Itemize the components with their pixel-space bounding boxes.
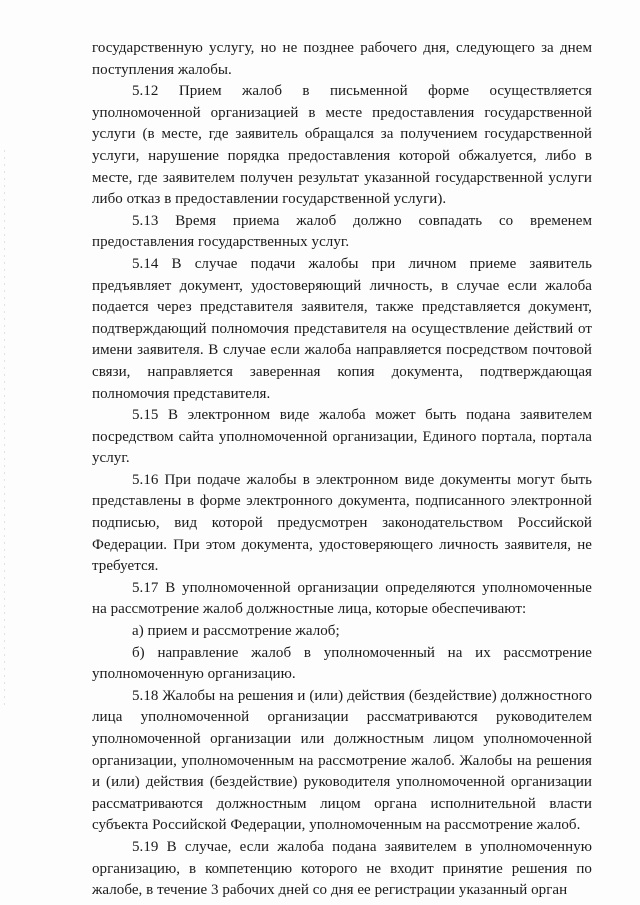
paragraph-5-17: 5.17 В уполномоченной организации определяются уполномоченные на рассмотрение жалоб должностные лица, которые обеспечивают: — [92, 579, 592, 618]
scan-margin-artifact — [4, 150, 5, 710]
paragraph-5-18: 5.18 Жалобы на решения и (или) действия (бездействие) должностного лица уполномоченной организации рассматриваются руководителем уполномоченной организации или должностным лицом уполномоченной организации, уполномоченным на рассмотрение жалоб. Жалобы на решения и (или) действия (бездействие) руководителя уполномоченной организации рассматриваются должностным лицом органа исполнительной власти субъекта Российской Федерации, уполномоченным на рассмотрение жалоб. — [92, 687, 592, 834]
paragraph-5-16: 5.16 При подаче жалобы в электронном виде документы могут быть представлены в форме электронного документа, подписанного электронной подписью, вид которой предусмотрен законодательством Российской Федерации. При этом документа, удостоверяющего личность заявителя, не требуется. — [92, 471, 592, 575]
paragraph-continuation: государственную услугу, но не позднее рабочего дня, следующего за днем поступления жалобы. — [92, 40, 592, 78]
paragraph-5-19: 5.19 В случае, если жалоба подана заявителем в уполномоченную организацию, в компетенцию которого не входит принятие решения по жалобе, в течение 3 рабочих дней со дня ее регистрации указанный орган — [92, 838, 592, 899]
paragraph-5-15: 5.15 В электронном виде жалоба может быть подана заявителем посредством сайта уполномоченной организации, Единого портала, портала услуг. — [92, 407, 592, 467]
document-body — [92, 38, 592, 902]
paragraph-5-13: 5.13 Время приема жалоб должно совпадать со временем предоставления государственных услуг. — [92, 212, 592, 251]
paragraph-5-12: 5.12 Прием жалоб в письменной форме осуществляется уполномоченной организацией в месте предоставления государственной услуги (в месте, где заявитель обращался за получением государственной услуги, нарушение порядка предоставления которой обжалуется, либо в месте, где заявителем получен результат указанной государственной услуги либо отказ в предоставлении государственной услуги). — [92, 83, 592, 208]
list-item-b: б) направление жалоб в уполномоченный на их рассмотрение уполномоченную организацию. — [92, 644, 592, 683]
paragraph-5-14: 5.14 В случае подачи жалобы при личном приеме заявитель предъявляет документ, удостоверяющий личность, в случае если жалоба подается через представителя заявителя, также представляется документ, подтверждающий полномочия представителя на осуществление действий от имени заявителя. В случае если жалоба направляется посредством почтовой связи, направляется заверенная копия документа, подтверждающая полномочия представителя. — [92, 255, 592, 402]
list-item-a: а) прием и рассмотрение жалоб; — [132, 623, 340, 640]
